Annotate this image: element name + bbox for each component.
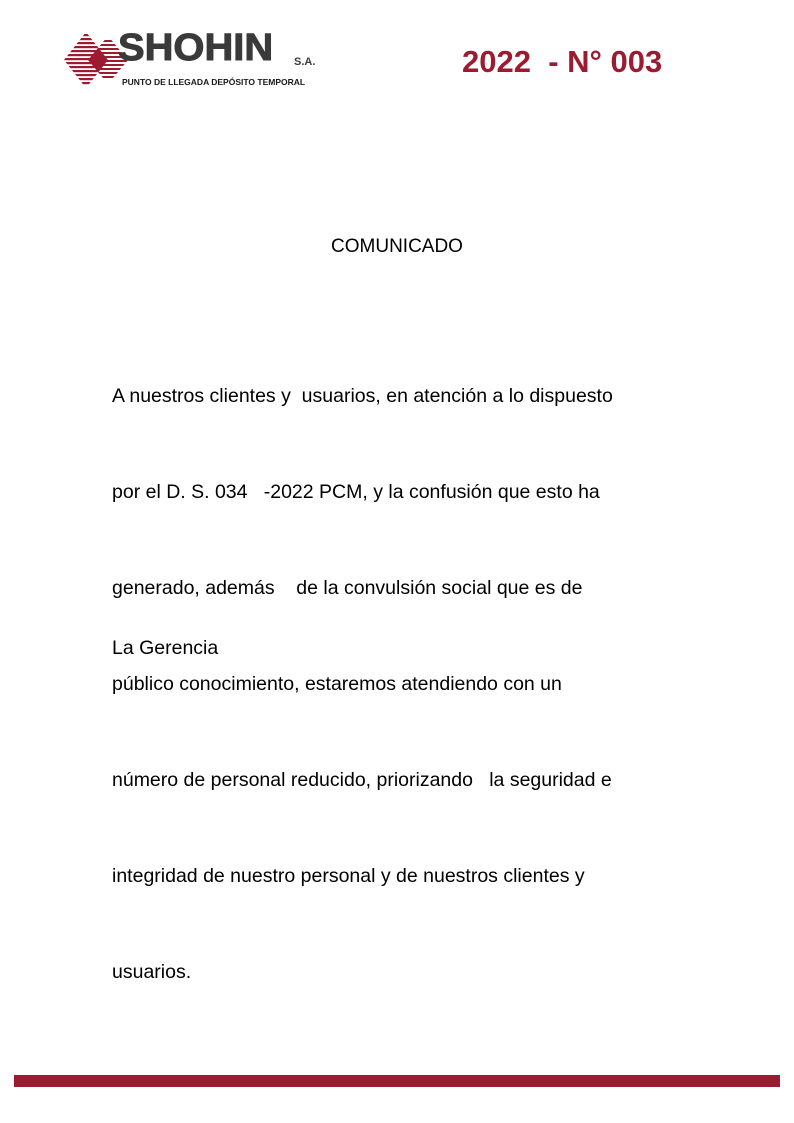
body-line: número de personal reducido, priorizando la seguridad e (112, 769, 612, 791)
signature: La Gerencia (112, 637, 219, 659)
document-number: 2022 - N° 003 (462, 44, 663, 79)
footer-bar (14, 1075, 780, 1087)
document-body (112, 316, 613, 1020)
body-line: generado, además de la convulsión social que es de (112, 577, 583, 599)
logo-suffix: S.A. (294, 56, 316, 68)
logo-name: SHOHIN (118, 27, 274, 69)
body-line: A nuestros clientes y usuarios, en atención a lo dispuesto (112, 385, 613, 407)
body-line: público conocimiento, estaremos atendiendo con un (112, 673, 562, 695)
body-line: integridad de nuestro personal y de nuestros clientes y (112, 865, 585, 887)
body-line: por el D. S. 034 -2022 PCM, y la confusión que esto ha (112, 481, 600, 503)
document-title: COMUNICADO (331, 236, 463, 257)
body-line: usuarios. (112, 961, 192, 983)
logo-tagline: PUNTO DE LLEGADA DEPÓSITO TEMPORAL (122, 77, 306, 87)
